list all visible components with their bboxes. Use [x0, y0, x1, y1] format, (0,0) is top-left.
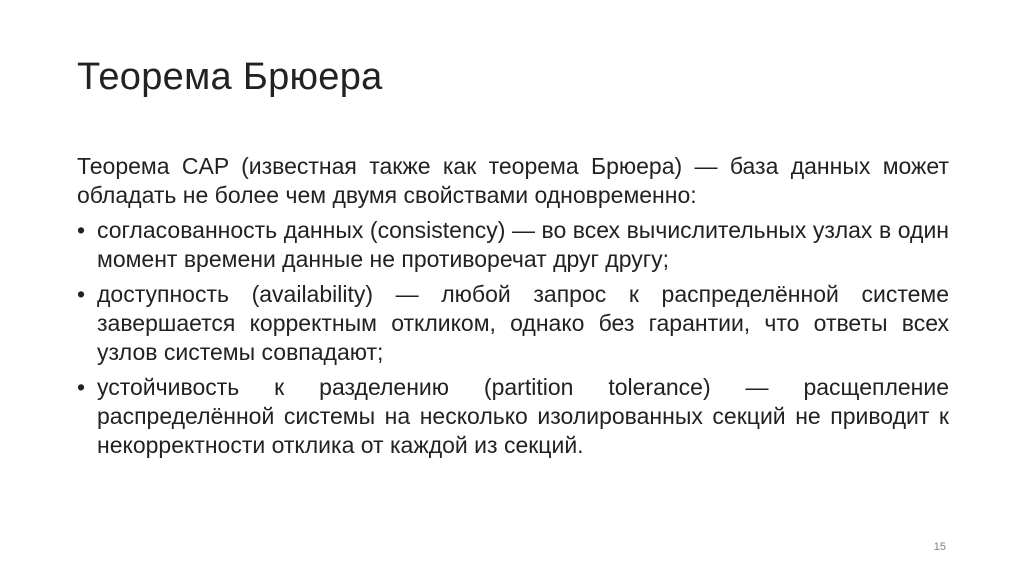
bullet-icon: •	[77, 281, 86, 307]
bullet-list	[77, 216, 949, 460]
intro-paragraph: Теорема CAP (известная также как теорема Брюера) — база данных может обладать не более чем двумя свойствами одновременно:	[77, 153, 949, 208]
bullet-icon: •	[77, 217, 86, 243]
bullet-icon: •	[77, 374, 86, 400]
bullet-text: доступность (availability) — любой запрос к распределённой системе завершается корректным откликом, однако без гарантии, что ответы всех узлов системы совпадают;	[97, 281, 949, 365]
bullet-item-partition-tolerance	[77, 373, 949, 460]
slide-body	[77, 152, 949, 466]
bullet-text: устойчивость к разделению (partition tolerance) — расщепление распределённой системы на несколько изолированных секций не приводит к некорректности отклика от каждой из секций.	[97, 374, 949, 458]
page-number: 15	[933, 541, 946, 553]
bullet-item-consistency	[77, 216, 949, 274]
bullet-item-availability	[77, 280, 949, 367]
bullet-text: согласованность данных (consistency) — во всех вычислительных узлах в один момент времени данные не противоречат друг другу;	[97, 217, 949, 272]
slide-title: Теорема Брюера	[77, 56, 383, 98]
